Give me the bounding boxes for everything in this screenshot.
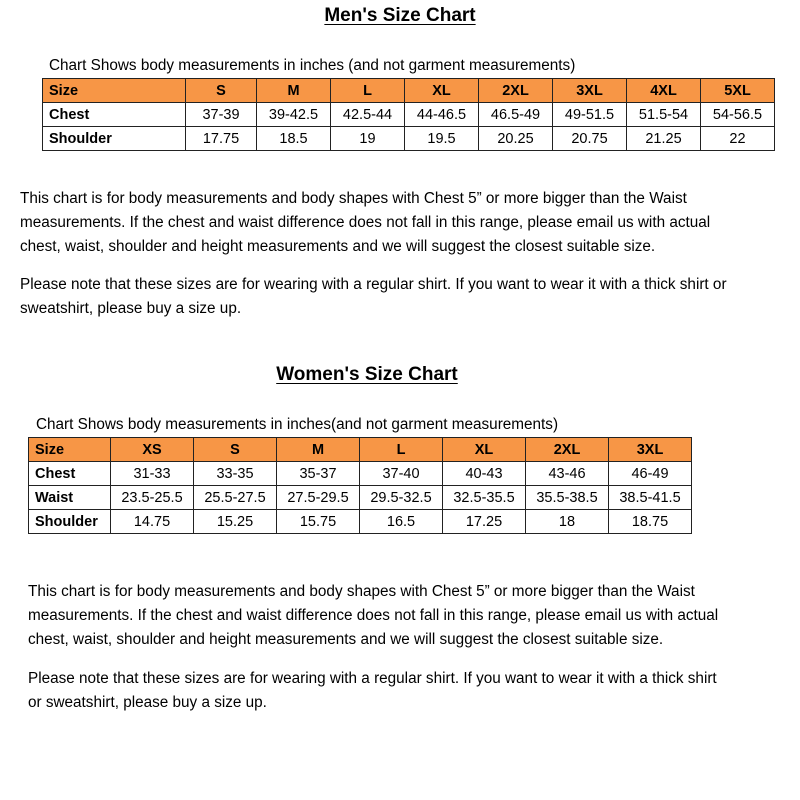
size-header-cell: XL xyxy=(443,438,526,462)
measurement-cell: 15.75 xyxy=(277,510,360,534)
mens-size-table xyxy=(42,78,775,151)
size-header-cell: M xyxy=(257,79,331,103)
measurement-cell: 22 xyxy=(701,127,775,151)
table-header-row xyxy=(29,438,692,462)
measurement-label: Shoulder xyxy=(43,127,186,151)
measurement-cell: 37-40 xyxy=(360,462,443,486)
mens-size-chart-title: Men's Size Chart xyxy=(324,5,476,26)
measurement-cell: 17.25 xyxy=(443,510,526,534)
table-row xyxy=(29,486,692,510)
womens-size-chart-title: Women's Size Chart xyxy=(276,364,458,385)
size-header-cell: M xyxy=(277,438,360,462)
table-row xyxy=(29,462,692,486)
measurement-cell: 40-43 xyxy=(443,462,526,486)
measurement-cell: 19 xyxy=(331,127,405,151)
measurement-cell: 43-46 xyxy=(526,462,609,486)
measurement-cell: 18.75 xyxy=(609,510,692,534)
size-header-cell: 2XL xyxy=(479,79,553,103)
size-header-cell: 3XL xyxy=(553,79,627,103)
size-header-cell: 5XL xyxy=(701,79,775,103)
measurement-cell: 18.5 xyxy=(257,127,331,151)
measurement-cell: 46-49 xyxy=(609,462,692,486)
measurement-label: Chest xyxy=(29,462,111,486)
measurement-cell: 27.5-29.5 xyxy=(277,486,360,510)
measurement-cell: 49-51.5 xyxy=(553,103,627,127)
measurement-cell: 44-46.5 xyxy=(405,103,479,127)
mens-chart-caption: Chart Shows body measurements in inches (and not garment measurements) xyxy=(49,57,576,74)
womens-chart-note: This chart is for body measurements and body shapes with Chest 5” or more bigger than the Waist measurements. If the chest and waist difference does not fall in this range, please email us with actual chest, waist, shoulder and height measurements and we will suggest the closest suitable size. xyxy=(28,583,719,648)
measurement-cell: 31-33 xyxy=(111,462,194,486)
measurement-cell: 42.5-44 xyxy=(331,103,405,127)
measurement-cell: 33-35 xyxy=(194,462,277,486)
size-header-cell: 4XL xyxy=(627,79,701,103)
measurement-cell: 25.5-27.5 xyxy=(194,486,277,510)
measurement-cell: 19.5 xyxy=(405,127,479,151)
mens-chart-note: This chart is for body measurements and body shapes with Chest 5” or more bigger than the Waist measurements. If the chest and waist difference does not fall in this range, please email us with actual chest, waist, shoulder and height measurements and we will suggest the closest suitable size. xyxy=(20,190,711,255)
measurement-cell: 17.75 xyxy=(186,127,257,151)
size-header-cell: L xyxy=(360,438,443,462)
size-column-header: Size xyxy=(43,79,186,103)
measurement-cell: 35-37 xyxy=(277,462,360,486)
measurement-cell: 14.75 xyxy=(111,510,194,534)
measurement-cell: 38.5-41.5 xyxy=(609,486,692,510)
measurement-cell: 29.5-32.5 xyxy=(360,486,443,510)
measurement-cell: 23.5-25.5 xyxy=(111,486,194,510)
measurement-cell: 20.25 xyxy=(479,127,553,151)
measurement-label: Waist xyxy=(29,486,111,510)
size-header-cell: S xyxy=(186,79,257,103)
measurement-cell: 51.5-54 xyxy=(627,103,701,127)
size-header-cell: 3XL xyxy=(609,438,692,462)
table-row xyxy=(43,103,775,127)
measurement-cell: 39-42.5 xyxy=(257,103,331,127)
measurement-cell: 16.5 xyxy=(360,510,443,534)
measurement-cell: 20.75 xyxy=(553,127,627,151)
measurement-cell: 15.25 xyxy=(194,510,277,534)
measurement-cell: 32.5-35.5 xyxy=(443,486,526,510)
measurement-cell: 37-39 xyxy=(186,103,257,127)
size-column-header: Size xyxy=(29,438,111,462)
table-row xyxy=(29,510,692,534)
measurement-cell: 18 xyxy=(526,510,609,534)
measurement-cell: 35.5-38.5 xyxy=(526,486,609,510)
size-header-cell: XS xyxy=(111,438,194,462)
womens-size-table xyxy=(28,437,692,534)
table-row xyxy=(43,127,775,151)
size-header-cell: XL xyxy=(405,79,479,103)
measurement-cell: 46.5-49 xyxy=(479,103,553,127)
size-header-cell: L xyxy=(331,79,405,103)
womens-chart-caption: Chart Shows body measurements in inches(and not garment measurements) xyxy=(36,416,559,433)
measurement-label: Shoulder xyxy=(29,510,111,534)
size-header-cell: 2XL xyxy=(526,438,609,462)
womens-size-up-note: Please note that these sizes are for wearing with a regular shirt. If you want to wear it with a thick shirt or sweatshirt, please buy a size up. xyxy=(28,670,717,711)
measurement-cell: 54-56.5 xyxy=(701,103,775,127)
size-header-cell: S xyxy=(194,438,277,462)
table-header-row xyxy=(43,79,775,103)
measurement-cell: 21.25 xyxy=(627,127,701,151)
mens-size-up-note: Please note that these sizes are for wearing with a regular shirt. If you want to wear it with a thick shirt or sweatshirt, please buy a size up. xyxy=(20,276,727,317)
measurement-label: Chest xyxy=(43,103,186,127)
